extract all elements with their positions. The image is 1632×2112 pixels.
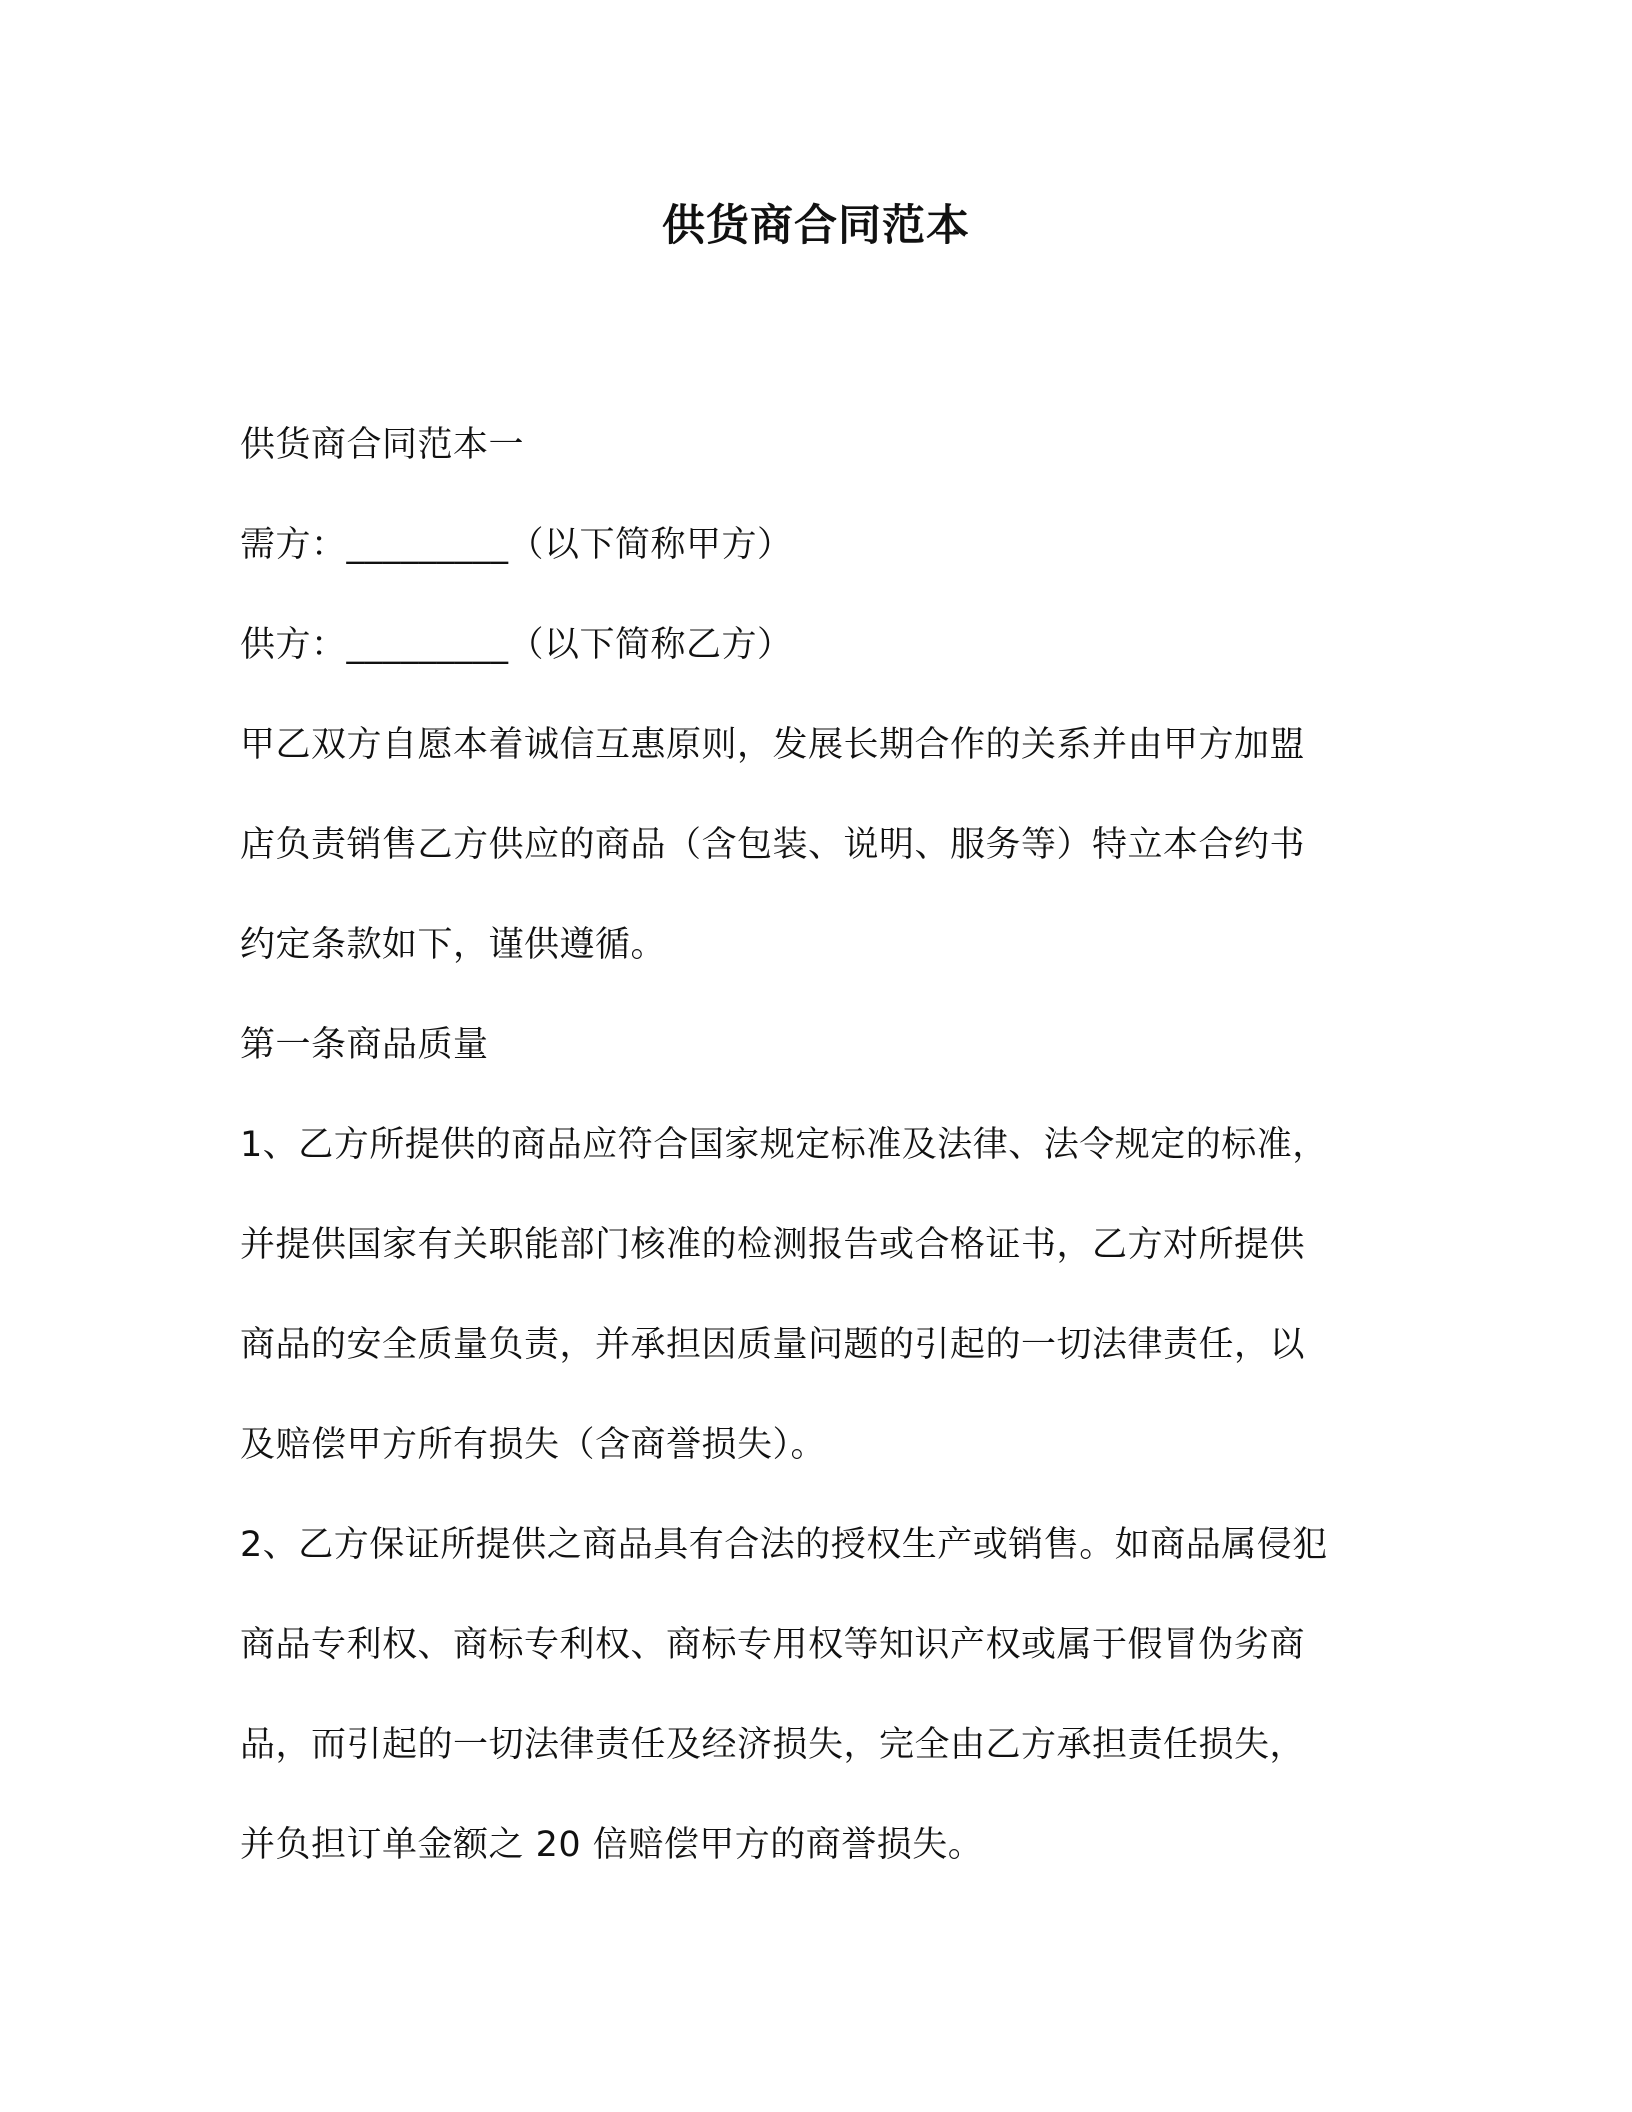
paragraph-line: 品，而引起的一切法律责任及经济损失，完全由乙方承担责任损失， — [240, 1725, 1306, 1765]
document-title: 供货商合同范本 — [662, 201, 970, 251]
paragraph-line: 商品的安全质量负责，并承担因质量问题的引起的一切法律责任，以 — [240, 1325, 1306, 1365]
paragraph-line: 并提供国家有关职能部门核准的检测报告或合格证书，乙方对所提供 — [240, 1225, 1306, 1265]
paragraph-line: 甲乙双方自愿本着诚信互惠原则，发展长期合作的关系并由甲方加盟 — [240, 725, 1306, 765]
paragraph-line: 约定条款如下，谨供遵循。 — [240, 925, 667, 965]
paragraph-line: 1、乙方所提供的商品应符合国家规定标准及法律、法令规定的标准， — [240, 1125, 1328, 1165]
party-b-line: 供方：_________（以下简称乙方） — [240, 625, 793, 665]
article-heading-quality: 第一条商品质量 — [240, 1025, 489, 1065]
section-heading-sample-one: 供货商合同范本一 — [240, 425, 525, 465]
paragraph-line: 店负责销售乙方供应的商品（含包装、说明、服务等）特立本合约书 — [240, 825, 1306, 865]
paragraph-line: 商品专利权、商标专利权、商标专用权等知识产权或属于假冒伪劣商 — [240, 1625, 1306, 1665]
party-a-line: 需方：_________（以下简称甲方） — [240, 525, 793, 565]
paragraph-line: 2、乙方保证所提供之商品具有合法的授权生产或销售。如商品属侵犯 — [240, 1525, 1328, 1565]
paragraph-line: 并负担订单金额之 20 倍赔偿甲方的商誉损失。 — [240, 1825, 984, 1865]
paragraph-line: 及赔偿甲方所有损失（含商誉损失）。 — [240, 1425, 827, 1465]
